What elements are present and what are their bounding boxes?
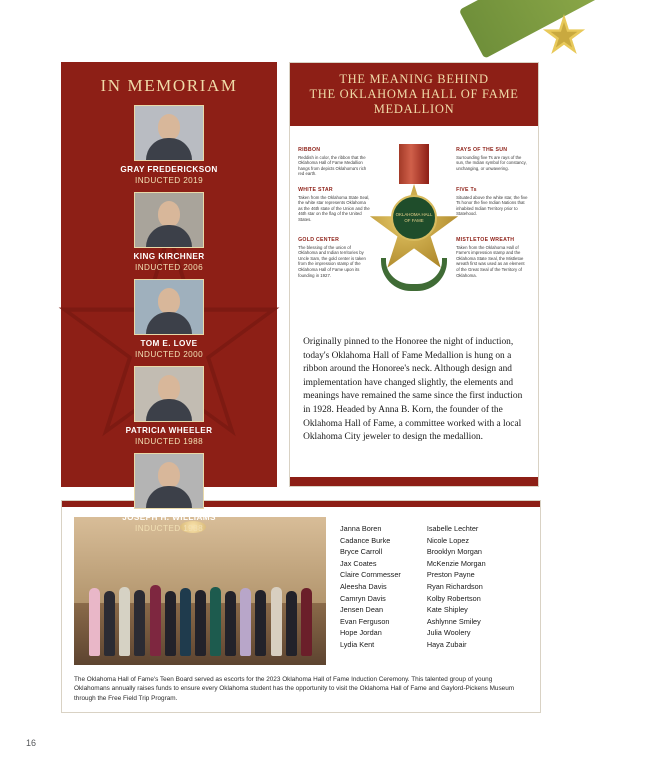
honoree-name: KING KIRCHNER bbox=[133, 252, 205, 261]
teen-board-caption: The Oklahoma Hall of Fame's Teen Board served as escorts for the 2023 Oklahoma Hall of Fame Induction Ceremony. This talented group of young Oklahomans annually raises funds to ensure every Oklahoma student has the opportunity to visit the Oklahoma Hall of Fame and Gaylord-Pickens Museum through the Free Field Trip Program. bbox=[74, 676, 515, 702]
callout-text: Reddish in color, the ribbon that the Oklahoma Hall of Fame Medallion hangs from depicts Oklahoma's rich red earth. bbox=[298, 154, 367, 177]
honoree-portrait bbox=[134, 453, 204, 509]
callout-title: RAYS OF THE SUN bbox=[456, 147, 508, 153]
teen-board-name-list bbox=[340, 517, 486, 665]
honoree-portrait bbox=[134, 366, 204, 422]
medallion-body-text: Originally pinned to the Honoree the night of induction, today's Oklahoma Hall of Fame Medallion is hung on a ribbon around the Honoree's neck. Although design and implementation have changed slightly, the elements and meanings have remained the same since the first induction in 1928. Headed by Anna B. Korn, the founder of the Oklahoma Hall of Fame, a committee worked with a local Oklahoma City jeweler to design the medallion. bbox=[303, 337, 523, 443]
star-icon bbox=[542, 14, 586, 58]
medallion-graphic bbox=[368, 170, 460, 274]
list-item: Jax Coates bbox=[340, 558, 377, 568]
honoree-portrait bbox=[134, 192, 204, 248]
medallion-seal-icon: OKLAHOMA HALL OF FAME bbox=[391, 195, 437, 241]
list-item: Nicole Lopez bbox=[426, 535, 470, 545]
honoree-name: JOSEPH H. WILLIAMS bbox=[122, 513, 216, 522]
medallion-footer-bar bbox=[290, 477, 538, 486]
callout-title: GOLD CENTER bbox=[298, 237, 340, 243]
list-item: Janna Boren bbox=[340, 524, 382, 533]
list-item: Kolby Robertson bbox=[426, 593, 481, 603]
medallion-panel bbox=[289, 62, 539, 487]
callout-mistletoe-wreath bbox=[456, 238, 528, 278]
memoriam-entry bbox=[71, 453, 267, 534]
callout-title: WHITE STAR bbox=[298, 187, 333, 193]
callout-rays-of-the-sun bbox=[456, 148, 528, 171]
list-item: Brooklyn Morgan bbox=[426, 547, 482, 557]
star-inner-icon bbox=[550, 22, 578, 50]
callout-title: FIVE Ts bbox=[456, 187, 477, 193]
memoriam-entry bbox=[71, 192, 267, 273]
honoree-portrait bbox=[134, 105, 204, 161]
medallion-diagram bbox=[290, 126, 538, 328]
list-item: Isabelle Lechter bbox=[426, 524, 479, 533]
callout-title: RIBBON bbox=[298, 147, 321, 153]
callout-text: Situated above the white star, the five Ts honor the five Indian Nations that inhabited Indian Territory prior to Statehood. bbox=[456, 194, 528, 217]
callout-text: Taken from the Oklahoma State Seal, the white star represents Oklahoma as the 46th state of the Union and the 46th star on the flag of the United States. bbox=[298, 194, 370, 222]
list-item: Hope Jordan bbox=[340, 628, 382, 638]
list-item: Haya Zubair bbox=[426, 639, 467, 649]
list-item: Bryce Carroll bbox=[340, 547, 383, 557]
page-number: 16 bbox=[26, 738, 37, 748]
callout-ribbon bbox=[298, 148, 370, 177]
teen-board-names-column-2 bbox=[427, 523, 486, 665]
list-item: McKenzie Morgan bbox=[426, 558, 486, 568]
list-item: Lydia Kent bbox=[340, 639, 375, 649]
honoree-induction-year: INDUCTED 1988 bbox=[135, 524, 204, 533]
mistletoe-wreath-icon bbox=[381, 258, 447, 291]
medallion-header-line2: THE OKLAHOMA HALL OF FAME bbox=[309, 87, 519, 101]
list-item: Cadance Burke bbox=[340, 535, 391, 545]
list-item: Evan Ferguson bbox=[340, 616, 390, 626]
honoree-induction-year: INDUCTED 2019 bbox=[135, 176, 204, 185]
callout-text: Surrounding five Ts are rays of the sun, the Indian symbol for constancy, unchanging, or unwavering. bbox=[456, 154, 527, 171]
callout-white-star bbox=[298, 188, 370, 223]
callout-title: MISTLETOE WREATH bbox=[456, 237, 515, 243]
medallion-header bbox=[290, 63, 538, 126]
honoree-induction-year: INDUCTED 2000 bbox=[135, 350, 204, 359]
list-item: Ryan Richardson bbox=[426, 581, 483, 591]
honoree-name: GRAY FREDERICKSON bbox=[120, 165, 218, 174]
memoriam-entry bbox=[71, 105, 267, 186]
medallion-ribbon-icon bbox=[399, 144, 429, 184]
in-memoriam-title: IN MEMORIAM bbox=[100, 76, 238, 95]
honoree-induction-year: INDUCTED 2006 bbox=[135, 263, 204, 272]
honoree-name: PATRICIA WHEELER bbox=[125, 426, 213, 435]
callout-gold-center bbox=[298, 238, 370, 278]
honoree-name: TOM E. LOVE bbox=[140, 339, 198, 348]
list-item: Jensen Dean bbox=[340, 605, 384, 615]
list-item: Ashlynne Smiley bbox=[426, 616, 481, 626]
callout-five-ts bbox=[456, 188, 528, 217]
memoriam-entry bbox=[71, 279, 267, 360]
list-item: Preston Payne bbox=[426, 570, 475, 580]
callout-text: Taken from the Oklahoma Hall of Fame's impression stamp and the Oklahoma State Seal, the Mistletoe wreath first was used as an element of the Great Seal of the Territory of Oklahoma. bbox=[456, 244, 525, 278]
in-memoriam-panel bbox=[61, 62, 277, 533]
memoriam-entry bbox=[71, 366, 267, 447]
honoree-induction-year: INDUCTED 1988 bbox=[135, 437, 204, 446]
honoree-portrait bbox=[134, 279, 204, 335]
ribbon-decor bbox=[459, 0, 661, 59]
list-item: Julia Woolery bbox=[426, 628, 471, 638]
list-item: Camryn Davis bbox=[340, 593, 386, 603]
list-item: Claire Cornmesser bbox=[340, 570, 401, 580]
medallion-header-line3: MEDALLION bbox=[373, 102, 455, 116]
teen-board-names-column-1 bbox=[340, 523, 401, 665]
list-item: Aleesha Davis bbox=[340, 581, 387, 591]
medallion-header-line1: THE MEANING BEHIND bbox=[339, 72, 489, 86]
callout-text: The blessing of the union of Oklahoma and Indian territories by Uncle Sam, the gold center is taken from the impression stamp of the Oklahoma Hall of Fame upon its founding in 1927. bbox=[298, 244, 366, 278]
list-item: Kate Shipley bbox=[426, 605, 468, 615]
